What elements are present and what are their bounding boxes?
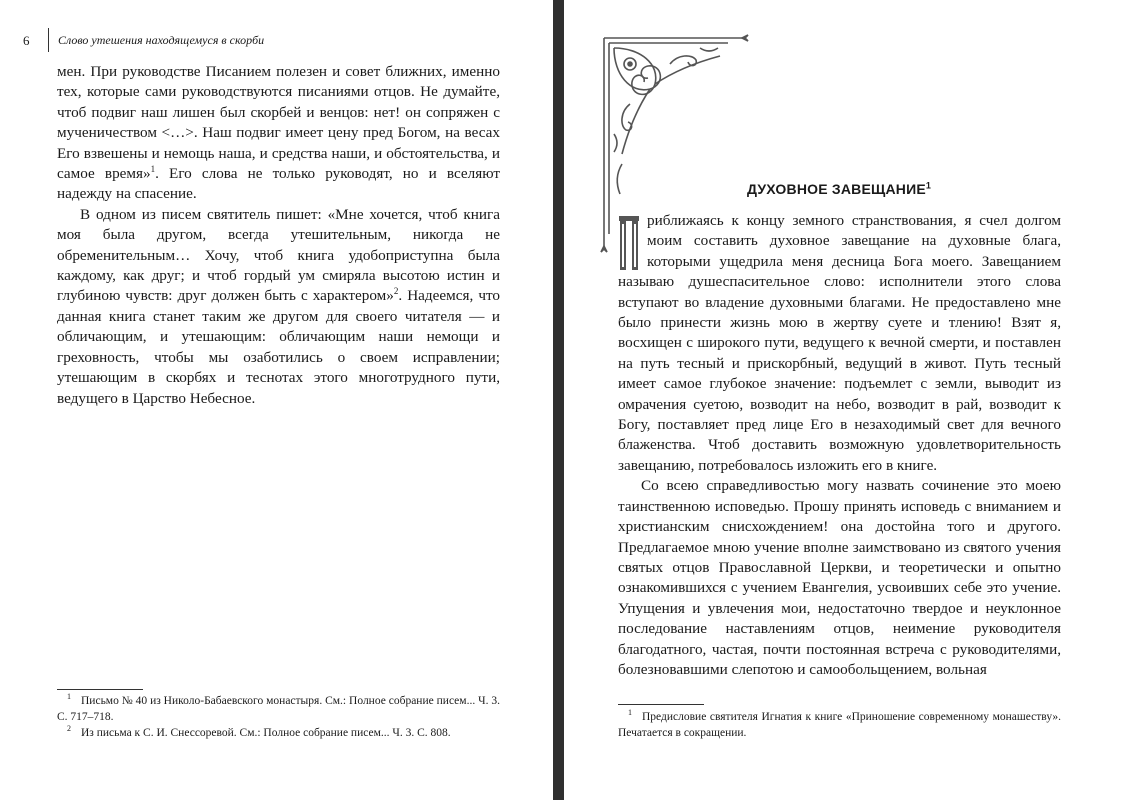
drop-cap	[618, 215, 640, 271]
footnote: 1 Письмо № 40 из Николо-Бабаевского монастыря. См.: Полное собрание писем... Ч. 3. С. 717–718.	[57, 692, 500, 723]
paragraph: мен. При руководстве Писанием полезен и совет ближних, именно тех, которые сами руководствуются писаниями отцов. Не думайте, чтоб подвиг наш лишен был скорбей и венцов: нет! он сопряжен с мученичеством <…>. Наш подвиг имеет цену пред Богом, на весах Его взвешены и немощь наша, и средства наши, и обстоятельства, и самое время»$^1$. Его слова не только руководят, но и вселяют надежду на спасение.	[57, 63, 500, 203]
left-body-text	[57, 62, 500, 409]
header-divider	[48, 28, 49, 52]
svg-text:П: П	[629, 255, 630, 256]
page-gutter	[553, 0, 564, 800]
footnote: 2 Из письма к С. И. Снессоревой. См.: Полное собрание писем... Ч. 3. С. 808.	[67, 724, 451, 739]
left-footnotes	[57, 694, 500, 743]
paragraph: Со всею справедливостью могу назвать сочинение это моею таинственною исповедью. Прошу принять исповедь с вниманием и христианским снисхождением! она достойна того и другого. Предлагаемое мною учение вполне заимствовано из святого учения святых отцов Православной Церкви, и теоретически и опытно ознакомившихся с учением Евангелия, усвоивших себе это учение. Упущения и увлечения мои, недостаточно твердое и неуклонное последование наставлениям отцов, неимение руководителя благодатного, частая, почти постоянная встреча с руководителями, болезновавшими слепотою и самообольщением, вольная	[618, 477, 1061, 678]
footnote: 1 Предисловие святителя Игнатия к книге «Приношение современному монашеству». Печатается в сокращении.	[618, 708, 1061, 739]
left-page	[0, 0, 553, 800]
page-number: 6	[23, 33, 30, 48]
footnote-ref: 1	[150, 163, 156, 174]
footnote-rule	[618, 704, 704, 705]
right-page	[564, 0, 1121, 800]
footnote-rule	[57, 689, 143, 690]
paragraph: В одном из писем святитель пишет: «Мне хочется, чтоб книга моя была другом, всегда утешительным, никогда не обременительным… Хочу, чтоб книга удобоприступна была каждому, как друг; и чтоб гордый ум смиряла высотою истин и глубиною чувств: друг должен быть с характером»$^2$. Надеемся, что данная книга станет таким же другом для своего читателя — и обличающим, и утешающим: обличающим наши немощи и греховность, чтобы мы озаботились о своем исправлении; утешающим в скорбях и теснотах этого многотрудного пути, ведущего в Царство Небесное.	[57, 205, 500, 407]
footnote-ref: 2	[393, 286, 399, 297]
running-header: Слово утешения находящемуся в скорби	[58, 33, 265, 47]
right-footnotes	[618, 710, 1061, 742]
right-paragraphs	[618, 211, 1061, 680]
section-title: ДУХОВНОЕ ЗАВЕЩАНИЕ$^1$	[747, 180, 932, 197]
paragraph: риближаясь к концу земного странствования, я счел долгом моим составить духовное завещание на духовные блага, которыми ущедрила меня десница Бога моего. Завещанием называю душеспасительное слово: исполнители этого слова вступают во владение духовными благами. Не предоставлено мне было принести жизнь мою в жертву суете и тлению! Взят я, восхищен с широкого пути, ведущего к вечной смерти, и поставлен на путь тесный и прискорбный, ведущий в живот. Путь тесный имеет самое глубокое значение: подъемлет с земли, выводит из омрачения суетою, возводит на небо, возводит в рай, возводит к Богу, поставляет пред лице Его в незаходимый свет для вечного блаженства. Чтоб доставить возможную удовлетворительность завещанию, потребовалось изложить его в книге.	[618, 212, 1061, 474]
right-body-text	[618, 211, 1061, 680]
